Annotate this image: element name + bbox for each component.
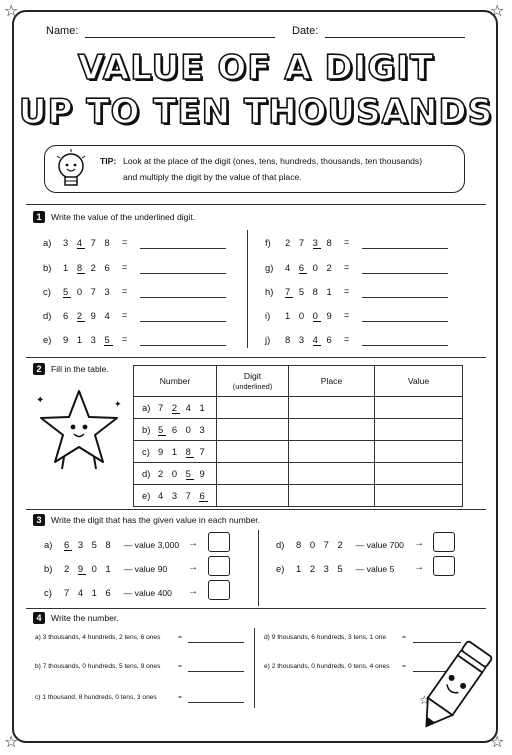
answer-box[interactable] <box>208 556 230 576</box>
table-header-number: Number <box>134 366 217 397</box>
question-item: e) 9 1 3 5 <box>43 334 113 345</box>
section1-instruction: Write the value of the underlined digit. <box>51 212 196 222</box>
table-row: c) 9 1 8 7 <box>134 441 463 463</box>
equals-sign: = <box>178 663 182 670</box>
answer-box[interactable] <box>208 532 230 552</box>
table-cell-input[interactable] <box>217 419 289 441</box>
name-field[interactable] <box>85 37 275 38</box>
equals-sign: = <box>344 262 350 272</box>
corner-star-icon: ☆ <box>490 3 505 20</box>
equals-sign: = <box>178 634 182 641</box>
answer-line[interactable] <box>362 248 448 249</box>
answer-line[interactable] <box>362 321 448 322</box>
arrow-right-icon: → <box>414 562 424 573</box>
table-cell-input[interactable] <box>217 441 289 463</box>
arrow-right-icon: → <box>188 586 198 597</box>
equals-sign: = <box>122 262 128 272</box>
table-row: d) 2 0 5 9 <box>134 463 463 485</box>
answer-line[interactable] <box>140 297 226 298</box>
table-cell-input[interactable] <box>289 463 375 485</box>
question-item: c) 7 4 1 6 — value 400 <box>44 587 172 598</box>
equals-sign: = <box>344 334 350 344</box>
equals-sign: = <box>122 334 128 344</box>
equals-sign: = <box>402 663 406 670</box>
answer-line[interactable] <box>140 248 226 249</box>
section-number-badge: 3 <box>33 514 45 526</box>
column-divider <box>254 628 255 708</box>
column-divider <box>247 230 248 348</box>
table-cell-input[interactable] <box>217 397 289 419</box>
tip-label: TIP: <box>100 156 117 166</box>
table-cell-input[interactable] <box>375 441 463 463</box>
section-number-badge: 1 <box>33 211 45 223</box>
section-divider <box>26 608 486 609</box>
question-item: c) 1 thousand, 8 hundreds, 0 tens, 3 ones <box>35 694 157 701</box>
lightbulb-icon <box>54 148 88 192</box>
section4-instruction: Write the number. <box>51 613 119 623</box>
column-divider <box>258 530 259 606</box>
section-number-badge: 4 <box>33 612 45 624</box>
table-cell-input[interactable] <box>217 463 289 485</box>
answer-line[interactable] <box>188 642 244 643</box>
equals-sign: = <box>402 634 406 641</box>
question-item: c) 5 0 7 3 <box>43 286 113 297</box>
equals-sign: = <box>178 694 182 701</box>
question-item: h) 7 5 8 1 <box>265 286 335 297</box>
section-number-badge: 2 <box>33 363 45 375</box>
question-item: d) 9 thousands, 6 hundreds, 3 tens, 1 one <box>264 634 387 641</box>
question-item: f) 2 7 3 8 <box>265 237 335 248</box>
tip-text-line1: Look at the place of the digit (ones, tens, hundreds, thousands, ten thousands) <box>123 156 423 166</box>
date-field[interactable] <box>325 37 465 38</box>
question-item: b) 1 8 2 6 <box>43 262 113 273</box>
corner-star-icon: ☆ <box>4 3 19 20</box>
table-cell-input[interactable] <box>217 485 289 507</box>
table-cell-input[interactable] <box>289 419 375 441</box>
question-item: a) 3 thousands, 4 hundreds, 2 tens, 6 ones <box>35 634 161 641</box>
table-cell-input[interactable] <box>289 397 375 419</box>
answer-line[interactable] <box>362 297 448 298</box>
name-label: Name: <box>46 25 79 37</box>
answer-box[interactable] <box>433 556 455 576</box>
table-header-place: Place <box>289 366 375 397</box>
svg-text:✦: ✦ <box>114 399 122 409</box>
answer-line[interactable] <box>140 345 226 346</box>
question-item: a) 6 3 5 8 — value 3,000 <box>44 539 180 550</box>
question-item: b) 2 9 0 1 — value 90 <box>44 563 168 574</box>
star-icon: ☆ <box>419 693 430 707</box>
answer-box[interactable] <box>208 580 230 600</box>
table-cell-input[interactable] <box>289 441 375 463</box>
table-row: a) 7 2 4 1 <box>134 397 463 419</box>
arrow-right-icon: → <box>414 538 424 549</box>
question-item: e) 1 2 3 5 — value 5 <box>276 563 395 574</box>
page-title-line1: VALUE OF A DIGIT <box>77 48 435 88</box>
table-cell-input[interactable] <box>375 419 463 441</box>
question-item: g) 4 6 0 2 <box>265 262 335 273</box>
corner-star-icon: ☆ <box>4 734 19 751</box>
question-item: d) 6 2 9 4 <box>43 310 113 321</box>
table-cell-input[interactable] <box>375 397 463 419</box>
star-mascot-icon <box>34 385 124 471</box>
section-divider <box>26 357 486 358</box>
question-item: e) 2 thousands, 0 hundreds, 0 tens, 4 ones <box>264 663 390 670</box>
date-label: Date: <box>292 25 319 37</box>
answer-line[interactable] <box>362 273 448 274</box>
question-item: j) 8 3 4 6 <box>265 334 335 345</box>
question-item: i) 1 0 0 9 <box>265 310 335 321</box>
arrow-right-icon: → <box>188 538 198 549</box>
table-cell-input[interactable] <box>375 463 463 485</box>
equals-sign: = <box>344 237 350 247</box>
section-divider <box>26 509 486 510</box>
section3-instruction: Write the digit that has the given value in each number. <box>51 515 261 525</box>
answer-box[interactable] <box>433 532 455 552</box>
table-header-digit: Digit (underlined) <box>217 366 289 397</box>
answer-line[interactable] <box>140 273 226 274</box>
question-item: d) 8 0 7 2 — value 700 <box>276 539 404 550</box>
pencil-mascot-icon <box>398 640 498 740</box>
equals-sign: = <box>122 286 128 296</box>
arrow-right-icon: → <box>188 562 198 573</box>
section-divider <box>26 204 486 205</box>
table-cell-input[interactable] <box>375 485 463 507</box>
equals-sign: = <box>122 310 128 320</box>
section2-instruction: Fill in the table. <box>51 364 109 374</box>
page-title-line2: UP TO TEN THOUSANDS <box>18 92 494 132</box>
place-value-table <box>133 365 463 507</box>
equals-sign: = <box>122 237 128 247</box>
corner-star-icon: ☆ <box>490 734 505 751</box>
answer-line[interactable] <box>188 671 244 672</box>
tip-box <box>44 145 465 193</box>
question-item: a) 3 4 7 8 <box>43 237 113 248</box>
equals-sign: = <box>344 310 350 320</box>
answer-line[interactable] <box>188 702 244 703</box>
svg-text:✦: ✦ <box>36 395 45 406</box>
question-item: b) 7 thousands, 0 hundreds, 5 tens, 9 ones <box>35 663 161 670</box>
table-header-value: Value <box>375 366 463 397</box>
table-row: b) 5 6 0 3 <box>134 419 463 441</box>
table-row: e) 4 3 7 6 <box>134 485 463 507</box>
answer-line[interactable] <box>140 321 226 322</box>
tip-text-line2: and multiply the digit by the value of that place. <box>123 172 302 182</box>
equals-sign: = <box>344 286 350 296</box>
answer-line[interactable] <box>362 345 448 346</box>
table-cell-input[interactable] <box>289 485 375 507</box>
